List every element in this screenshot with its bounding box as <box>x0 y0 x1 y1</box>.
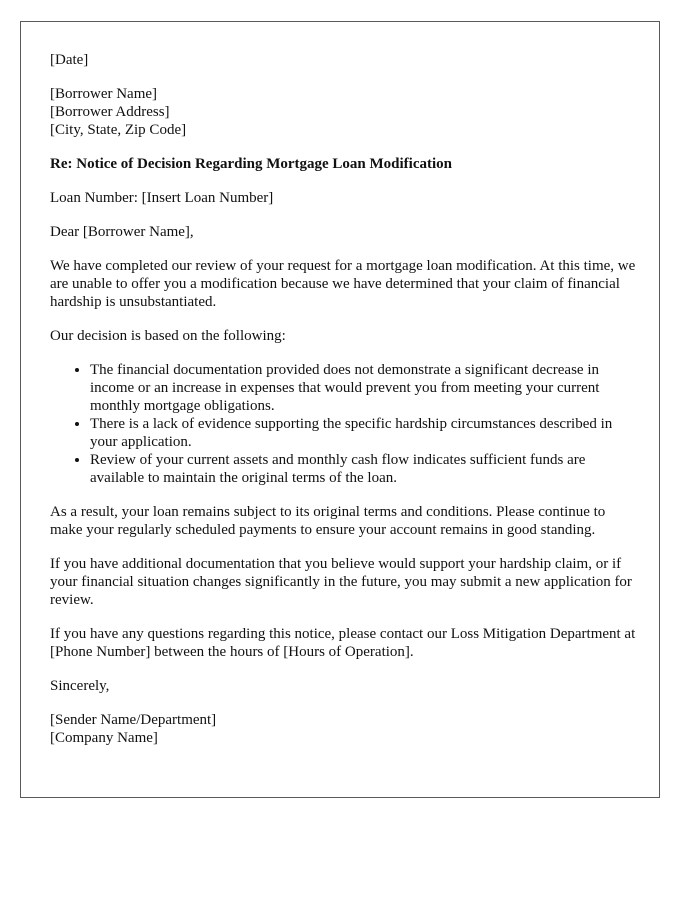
letter-date: [Date] <box>50 52 89 68</box>
recipient-name: [Borrower Name] <box>50 86 158 102</box>
paragraph-review-result: We have completed our review of your request for a mortgage loan modification. At this time, we are unable to offer you a modification because we have determined that your claim of financial hardship is unsubstantiated. <box>50 258 636 310</box>
salutation: Dear [Borrower Name], <box>50 224 194 240</box>
subject-line: Re: Notice of Decision Regarding Mortgage Loan Modification <box>50 156 453 172</box>
decision-intro: Our decision is based on the following: <box>50 328 286 344</box>
letter-frame <box>20 21 660 798</box>
recipient-address-block <box>50 85 640 139</box>
recipient-address: [Borrower Address] <box>50 104 170 120</box>
sender-name: [Sender Name/Department] <box>50 712 217 728</box>
reason-item: • Review of your current assets and monthly cash flow indicates sufficient funds are available to maintain the original terms of the loan. <box>90 451 640 487</box>
closing: Sincerely, <box>50 678 110 694</box>
reason-item: • There is a lack of evidence supporting the specific hardship circumstances described in your application. <box>90 415 640 451</box>
recipient-city-state-zip: [City, State, Zip Code] <box>50 122 187 138</box>
company-name: [Company Name] <box>50 730 158 746</box>
reason-item: • The financial documentation provided does not demonstrate a significant decrease in income or an increase in expenses that would prevent you from meeting your current monthly mortgage obligations. <box>90 361 640 415</box>
paragraph-original-terms: As a result, your loan remains subject to its original terms and conditions. Please continue to make your regularly scheduled payments to ensure your account remains in good standing. <box>50 504 606 538</box>
paragraph-reapply: If you have additional documentation that you believe would support your hardship claim, or if your financial situation changes significantly in the future, you may submit a new application for review. <box>50 556 632 608</box>
loan-number: Loan Number: [Insert Loan Number] <box>50 190 274 206</box>
reasons-list <box>50 361 640 487</box>
letter-body <box>50 51 640 763</box>
paragraph-contact: If you have any questions regarding this notice, please contact our Loss Mitigation Department at [Phone Number] between the hours of [Hours of Operation]. <box>50 626 636 660</box>
signature-block <box>50 711 640 747</box>
